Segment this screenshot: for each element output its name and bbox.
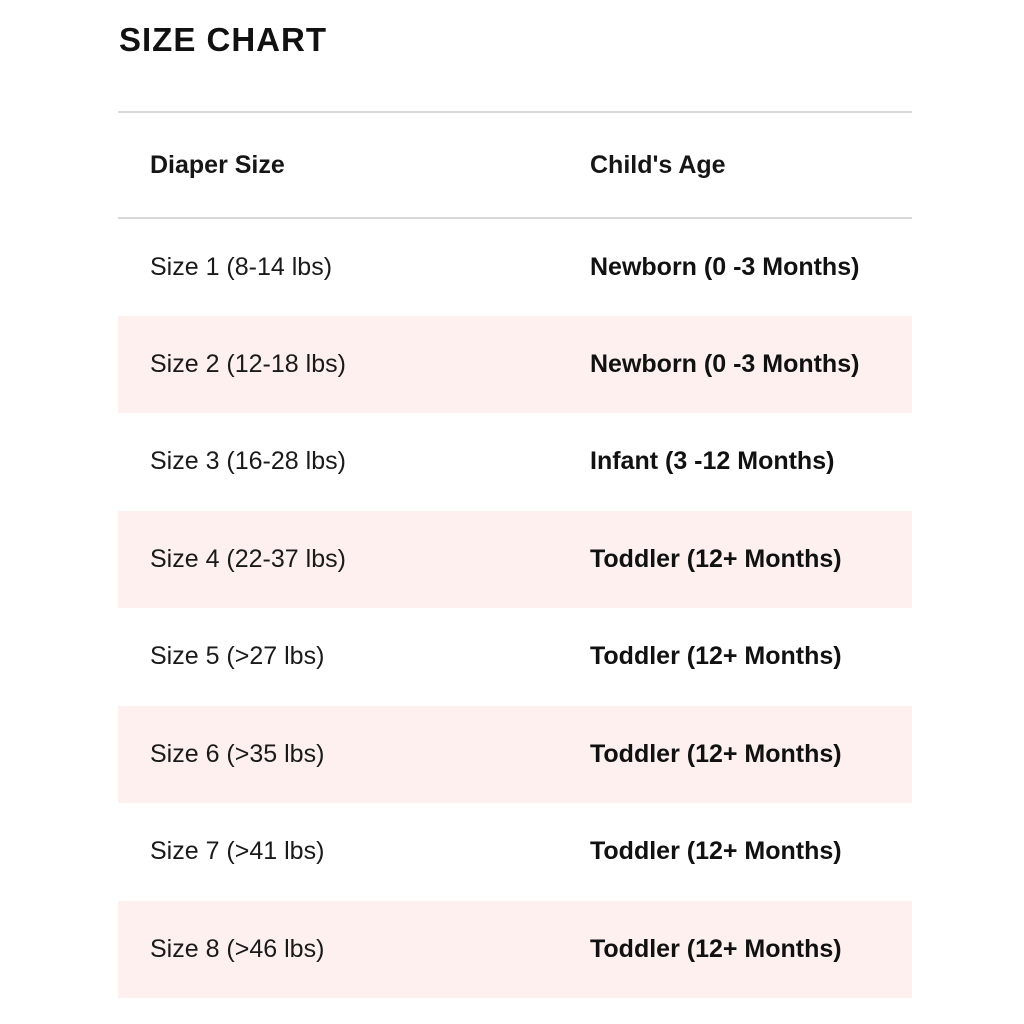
column-header-childs-age: Child's Age — [590, 150, 726, 179]
table-row — [118, 511, 912, 609]
childs-age-cell: Toddler (12+ Months) — [590, 642, 842, 671]
diaper-size-cell: Size 7 (>41 lbs) — [150, 837, 325, 866]
childs-age-cell: Newborn (0 -3 Months) — [590, 349, 860, 378]
table-row — [118, 413, 912, 511]
table-row — [118, 803, 912, 901]
childs-age-cell: Newborn (0 -3 Months) — [590, 252, 860, 281]
diaper-size-cell: Size 6 (>35 lbs) — [150, 739, 325, 768]
childs-age-cell: Toddler (12+ Months) — [590, 544, 842, 573]
diaper-size-cell: Size 8 (>46 lbs) — [150, 934, 325, 963]
page-title: SIZE CHART — [119, 21, 327, 58]
diaper-size-cell: Size 2 (12-18 lbs) — [150, 349, 346, 378]
header-row — [118, 112, 912, 218]
table-row — [118, 608, 912, 706]
table-row — [118, 316, 912, 414]
diaper-size-cell: Size 5 (>27 lbs) — [150, 642, 325, 671]
table-row — [118, 218, 912, 316]
childs-age-cell: Toddler (12+ Months) — [590, 739, 842, 768]
diaper-size-cell: Size 3 (16-28 lbs) — [150, 447, 346, 476]
table-body — [118, 218, 912, 998]
table-header — [118, 112, 912, 218]
diaper-size-cell: Size 1 (8-14 lbs) — [150, 252, 333, 281]
diaper-size-cell: Size 4 (22-37 lbs) — [150, 544, 346, 573]
column-header-diaper-size: Diaper Size — [150, 150, 285, 179]
table-row — [118, 901, 912, 999]
childs-age-cell: Toddler (12+ Months) — [590, 837, 842, 866]
table-row — [118, 706, 912, 804]
childs-age-cell: Infant (3 -12 Months) — [590, 447, 835, 476]
childs-age-cell: Toddler (12+ Months) — [590, 934, 842, 963]
size-chart-table — [118, 111, 912, 998]
